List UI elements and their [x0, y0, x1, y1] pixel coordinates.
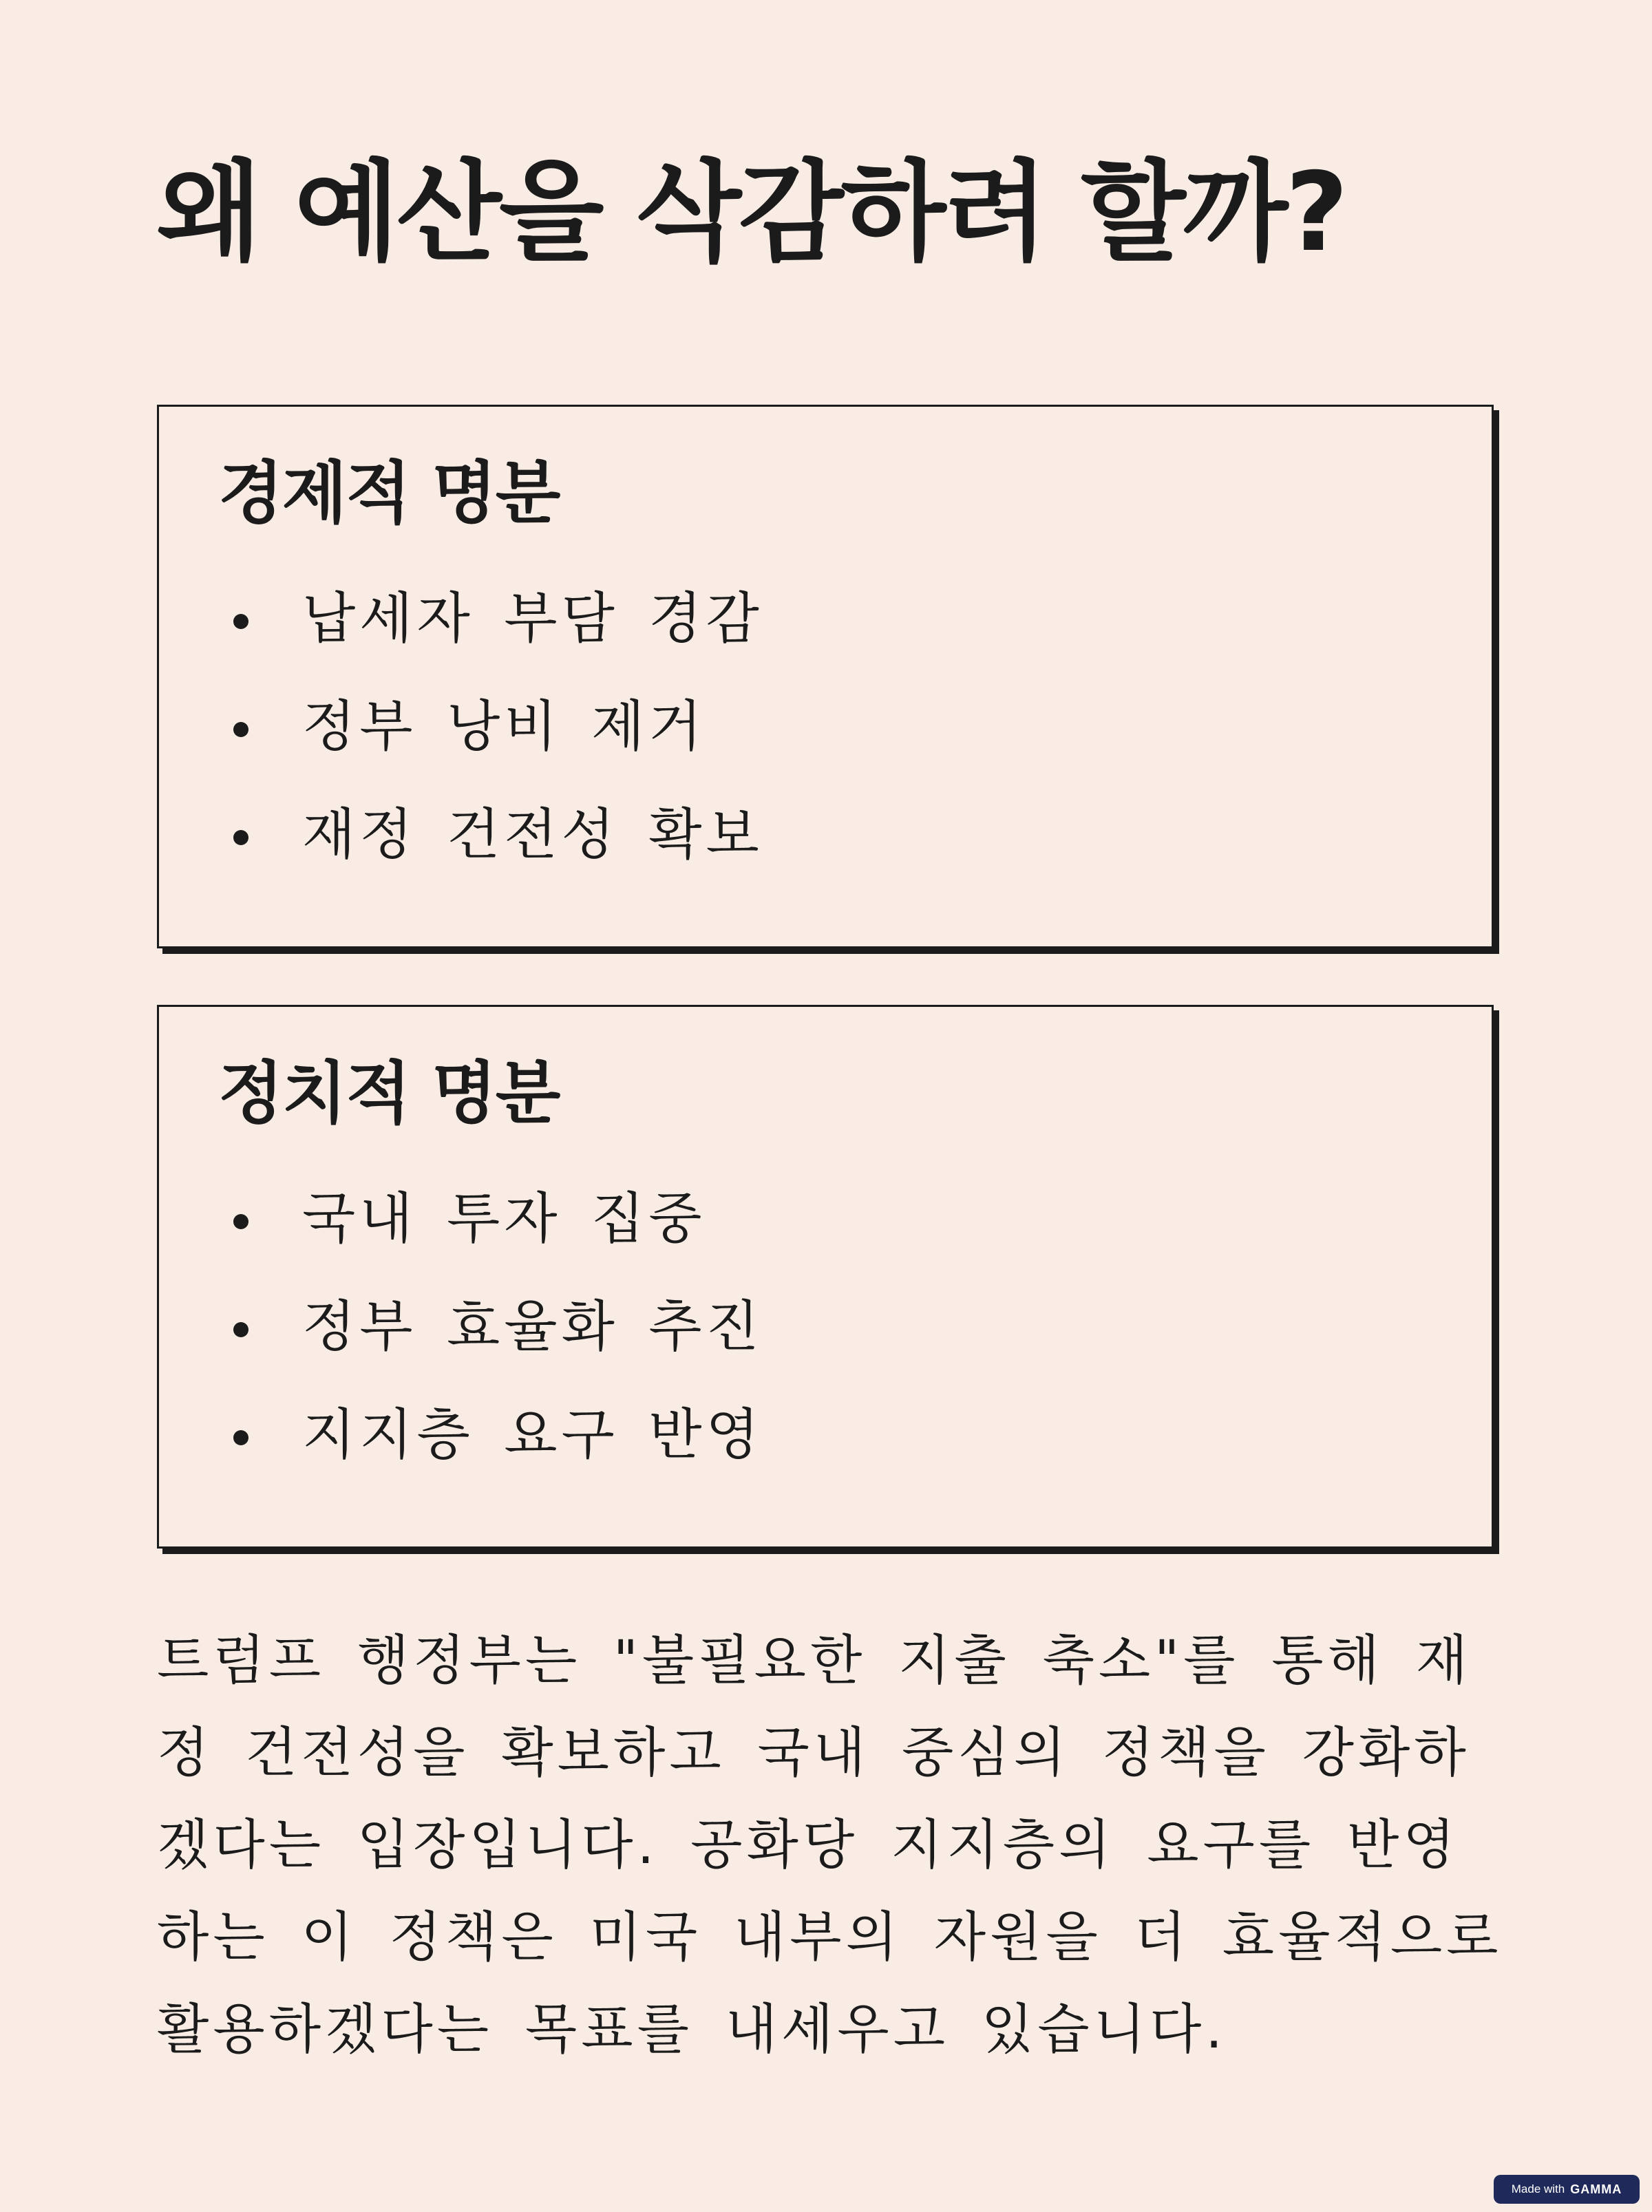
list-item-text: 국내 투자 집중	[302, 1187, 706, 1251]
summary-paragraph: 트럼프 행정부는 "불필요한 지출 축소"를 통해 재정 건전성을 확보하고 국내 중심의 정책을 강화하겠다는 입장입니다. 공화당 지지층의 요구를 반영하는 이 정책은 미국 내부의 자원을 더 효율적으로 활용하겠다는 목표를 내세우고 있습니다.	[157, 1630, 1503, 2061]
card-heading: 경제적 명분	[218, 454, 560, 533]
bullet-icon	[233, 1322, 248, 1337]
bullet-icon	[233, 1430, 248, 1445]
badge-made-with-text: Made with	[1511, 2182, 1565, 2195]
gamma-logo: GAMMA	[1570, 2182, 1622, 2196]
political-rationale-card	[157, 1005, 1494, 1549]
page-title: 왜 예산을 삭감하려 할까?	[157, 149, 1346, 276]
list-item	[233, 692, 763, 800]
bullet-icon	[233, 830, 248, 845]
bullet-icon	[233, 722, 248, 737]
bullet-list	[233, 1184, 763, 1509]
list-item-text: 지지층 요구 반영	[302, 1403, 763, 1467]
bullet-icon	[233, 1214, 248, 1229]
list-item-text: 정부 낭비 제거	[302, 694, 706, 758]
list-item-text: 재정 건전성 확보	[302, 802, 763, 866]
economic-rationale-card	[157, 405, 1494, 948]
card-heading: 정치적 명분	[218, 1054, 560, 1133]
bullet-list	[233, 584, 763, 908]
list-item	[233, 1293, 763, 1401]
bullet-icon	[233, 614, 248, 629]
list-item	[233, 1184, 763, 1293]
list-item	[233, 1401, 763, 1509]
list-item	[233, 584, 763, 692]
list-item-text: 정부 효율화 추진	[302, 1295, 763, 1359]
list-item	[233, 800, 763, 908]
list-item-text: 납세자 부담 경감	[302, 586, 763, 650]
made-with-gamma-badge[interactable]	[1494, 2175, 1640, 2204]
